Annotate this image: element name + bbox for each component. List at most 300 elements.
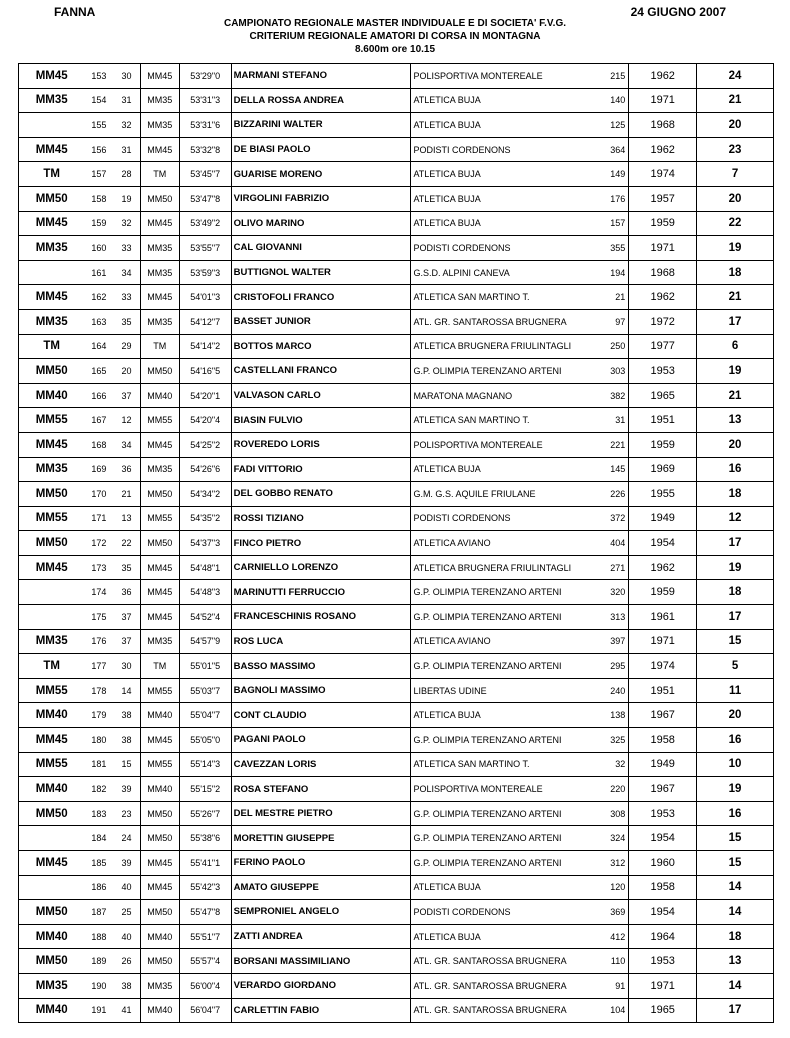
club-cell: POLISPORTIVA MONTEREALE (411, 432, 600, 457)
points-cell: 18 (697, 924, 774, 949)
category-position-cell: 31 (113, 137, 140, 162)
points-cell: 15 (697, 851, 774, 876)
category-cell: MM40 (19, 383, 85, 408)
time-cell: 56'04"7 (179, 998, 231, 1023)
birth-year-cell: 1967 (629, 703, 697, 728)
time-cell: 54'34"2 (179, 482, 231, 507)
athlete-name-cell: BUTTIGNOL WALTER (231, 260, 411, 285)
overall-position-cell: 162 (84, 285, 113, 310)
overall-position-cell: 172 (84, 531, 113, 556)
athlete-name-cell: PAGANI PAOLO (231, 728, 411, 753)
athlete-name-cell: CARLETTIN FABIO (231, 998, 411, 1023)
athlete-name-cell: ROSSI TIZIANO (231, 506, 411, 531)
time-cell: 53'32"8 (179, 137, 231, 162)
bib-number-cell: 149 (600, 162, 629, 187)
table-row (19, 383, 774, 408)
birth-year-cell: 1954 (629, 531, 697, 556)
bib-number-cell: 382 (600, 383, 629, 408)
points-cell: 12 (697, 506, 774, 531)
category-cell (19, 260, 85, 285)
category-cell: MM40 (19, 703, 85, 728)
time-cell: 54'20"4 (179, 408, 231, 433)
bib-number-cell: 312 (600, 851, 629, 876)
points-cell: 16 (697, 728, 774, 753)
club-cell: ATLETICA BUJA (411, 113, 600, 138)
table-row (19, 900, 774, 925)
category-position-cell: 30 (113, 64, 140, 89)
birth-year-cell: 1965 (629, 383, 697, 408)
time-cell: 55'05"0 (179, 728, 231, 753)
location-label: FANNA (54, 5, 96, 19)
category-code-cell: TM (140, 334, 179, 359)
category-code-cell: MM45 (140, 211, 179, 236)
category-position-cell: 34 (113, 432, 140, 457)
category-position-cell: 36 (113, 580, 140, 605)
table-row (19, 580, 774, 605)
birth-year-cell: 1954 (629, 826, 697, 851)
birth-year-cell: 1959 (629, 580, 697, 605)
table-row (19, 506, 774, 531)
birth-year-cell: 1968 (629, 260, 697, 285)
overall-position-cell: 161 (84, 260, 113, 285)
birth-year-cell: 1969 (629, 457, 697, 482)
club-cell: ATL. GR. SANTAROSSA BRUGNERA (411, 973, 600, 998)
category-cell: MM55 (19, 678, 85, 703)
overall-position-cell: 153 (84, 64, 113, 89)
athlete-name-cell: VALVASON CARLO (231, 383, 411, 408)
birth-year-cell: 1977 (629, 334, 697, 359)
table-row (19, 162, 774, 187)
club-cell: ATLETICA BUJA (411, 703, 600, 728)
points-cell: 13 (697, 949, 774, 974)
category-code-cell: MM50 (140, 801, 179, 826)
category-cell: MM45 (19, 851, 85, 876)
points-cell: 16 (697, 801, 774, 826)
points-cell: 20 (697, 703, 774, 728)
points-cell: 19 (697, 236, 774, 261)
category-code-cell: MM35 (140, 113, 179, 138)
bib-number-cell: 194 (600, 260, 629, 285)
table-row (19, 309, 774, 334)
bib-number-cell: 21 (600, 285, 629, 310)
category-position-cell: 35 (113, 309, 140, 334)
category-position-cell: 37 (113, 605, 140, 630)
title-line-2: CRITERIUM REGIONALE AMATORI DI CORSA IN MONTAGNA (249, 31, 541, 42)
table-row (19, 851, 774, 876)
points-cell: 20 (697, 186, 774, 211)
athlete-name-cell: ROSA STEFANO (231, 777, 411, 802)
category-code-cell: MM50 (140, 826, 179, 851)
category-cell: MM40 (19, 924, 85, 949)
overall-position-cell: 184 (84, 826, 113, 851)
time-cell: 54'26"6 (179, 457, 231, 482)
athlete-name-cell: FADI VITTORIO (231, 457, 411, 482)
title-line-3: 8.600m ore 10.15 (354, 44, 436, 55)
bib-number-cell: 32 (600, 752, 629, 777)
category-position-cell: 38 (113, 973, 140, 998)
points-cell: 21 (697, 88, 774, 113)
category-code-cell: MM50 (140, 482, 179, 507)
results-body (19, 64, 774, 1023)
bib-number-cell: 404 (600, 531, 629, 556)
overall-position-cell: 156 (84, 137, 113, 162)
category-position-cell: 33 (113, 236, 140, 261)
birth-year-cell: 1974 (629, 654, 697, 679)
birth-year-cell: 1964 (629, 924, 697, 949)
table-row (19, 408, 774, 433)
category-position-cell: 28 (113, 162, 140, 187)
birth-year-cell: 1968 (629, 113, 697, 138)
table-row (19, 334, 774, 359)
club-cell: ATLETICA BUJA (411, 924, 600, 949)
athlete-name-cell: ROS LUCA (231, 629, 411, 654)
bib-number-cell: 138 (600, 703, 629, 728)
overall-position-cell: 180 (84, 728, 113, 753)
category-position-cell: 21 (113, 482, 140, 507)
category-position-cell: 19 (113, 186, 140, 211)
bib-number-cell: 320 (600, 580, 629, 605)
overall-position-cell: 191 (84, 998, 113, 1023)
time-cell: 54'57"9 (179, 629, 231, 654)
points-cell: 17 (697, 309, 774, 334)
club-cell: ATLETICA BUJA (411, 88, 600, 113)
category-cell: MM35 (19, 973, 85, 998)
athlete-name-cell: BASSO MASSIMO (231, 654, 411, 679)
club-cell: ATL. GR. SANTAROSSA BRUGNERA (411, 309, 600, 334)
time-cell: 53'29"0 (179, 64, 231, 89)
bib-number-cell: 397 (600, 629, 629, 654)
table-row (19, 359, 774, 384)
table-row (19, 826, 774, 851)
birth-year-cell: 1953 (629, 359, 697, 384)
category-position-cell: 14 (113, 678, 140, 703)
category-cell: MM50 (19, 186, 85, 211)
category-code-cell: MM45 (140, 64, 179, 89)
birth-year-cell: 1949 (629, 752, 697, 777)
table-row (19, 998, 774, 1023)
points-cell: 10 (697, 752, 774, 777)
category-position-cell: 20 (113, 359, 140, 384)
time-cell: 54'16"5 (179, 359, 231, 384)
overall-position-cell: 177 (84, 654, 113, 679)
athlete-name-cell: BOTTOS MARCO (231, 334, 411, 359)
club-cell: G.P. OLIMPIA TERENZANO ARTENI (411, 580, 600, 605)
category-code-cell: MM55 (140, 678, 179, 703)
table-row (19, 432, 774, 457)
table-row (19, 949, 774, 974)
time-cell: 54'14"2 (179, 334, 231, 359)
category-code-cell: MM40 (140, 383, 179, 408)
time-cell: 55'15"2 (179, 777, 231, 802)
table-row (19, 285, 774, 310)
athlete-name-cell: GUARISE MORENO (231, 162, 411, 187)
overall-position-cell: 175 (84, 605, 113, 630)
club-cell: MARATONA MAGNANO (411, 383, 600, 408)
category-cell: TM (19, 654, 85, 679)
bib-number-cell: 104 (600, 998, 629, 1023)
club-cell: ATLETICA BUJA (411, 162, 600, 187)
category-cell (19, 113, 85, 138)
table-row (19, 654, 774, 679)
overall-position-cell: 187 (84, 900, 113, 925)
club-cell: G.P. OLIMPIA TERENZANO ARTENI (411, 654, 600, 679)
points-cell: 14 (697, 900, 774, 925)
overall-position-cell: 176 (84, 629, 113, 654)
category-position-cell: 13 (113, 506, 140, 531)
overall-position-cell: 154 (84, 88, 113, 113)
table-row (19, 875, 774, 900)
club-cell: PODISTI CORDENONS (411, 236, 600, 261)
category-cell: MM40 (19, 777, 85, 802)
overall-position-cell: 179 (84, 703, 113, 728)
category-cell: MM45 (19, 728, 85, 753)
bib-number-cell: 157 (600, 211, 629, 236)
category-code-cell: MM55 (140, 506, 179, 531)
bib-number-cell: 110 (600, 949, 629, 974)
points-cell: 15 (697, 629, 774, 654)
category-cell: MM50 (19, 900, 85, 925)
category-position-cell: 15 (113, 752, 140, 777)
athlete-name-cell: VIRGOLINI FABRIZIO (231, 186, 411, 211)
club-cell: ATLETICA SAN MARTINO T. (411, 752, 600, 777)
category-cell (19, 826, 85, 851)
table-row (19, 531, 774, 556)
time-cell: 54'35"2 (179, 506, 231, 531)
birth-year-cell: 1972 (629, 309, 697, 334)
birth-year-cell: 1958 (629, 728, 697, 753)
category-cell: MM35 (19, 629, 85, 654)
athlete-name-cell: FINCO PIETRO (231, 531, 411, 556)
category-code-cell: MM35 (140, 260, 179, 285)
club-cell: POLISPORTIVA MONTEREALE (411, 777, 600, 802)
athlete-name-cell: MORETTIN GIUSEPPE (231, 826, 411, 851)
bib-number-cell: 295 (600, 654, 629, 679)
category-cell: MM40 (19, 998, 85, 1023)
category-position-cell: 31 (113, 88, 140, 113)
category-code-cell: MM55 (140, 408, 179, 433)
club-cell: ATL. GR. SANTAROSSA BRUGNERA (411, 949, 600, 974)
category-position-cell: 40 (113, 875, 140, 900)
points-cell: 21 (697, 383, 774, 408)
time-cell: 55'04"7 (179, 703, 231, 728)
club-cell: ATLETICA BUJA (411, 875, 600, 900)
points-cell: 17 (697, 531, 774, 556)
points-cell: 13 (697, 408, 774, 433)
athlete-name-cell: DEL GOBBO RENATO (231, 482, 411, 507)
athlete-name-cell: ZATTI ANDREA (231, 924, 411, 949)
time-cell: 54'52"4 (179, 605, 231, 630)
birth-year-cell: 1974 (629, 162, 697, 187)
category-position-cell: 23 (113, 801, 140, 826)
bib-number-cell: 324 (600, 826, 629, 851)
overall-position-cell: 157 (84, 162, 113, 187)
athlete-name-cell: BASSET JUNIOR (231, 309, 411, 334)
points-cell: 11 (697, 678, 774, 703)
athlete-name-cell: OLIVO MARINO (231, 211, 411, 236)
athlete-name-cell: ROVEREDO LORIS (231, 432, 411, 457)
table-row (19, 137, 774, 162)
points-cell: 6 (697, 334, 774, 359)
time-cell: 55'01"5 (179, 654, 231, 679)
category-code-cell: MM45 (140, 285, 179, 310)
category-code-cell: MM50 (140, 359, 179, 384)
category-position-cell: 12 (113, 408, 140, 433)
club-cell: ATLETICA BRUGNERA FRIULINTAGLI (411, 555, 600, 580)
table-row (19, 64, 774, 89)
category-cell: MM45 (19, 64, 85, 89)
category-code-cell: MM40 (140, 924, 179, 949)
bib-number-cell: 303 (600, 359, 629, 384)
category-cell: MM45 (19, 555, 85, 580)
category-code-cell: MM40 (140, 703, 179, 728)
points-cell: 7 (697, 162, 774, 187)
category-cell: MM45 (19, 432, 85, 457)
overall-position-cell: 166 (84, 383, 113, 408)
table-row (19, 678, 774, 703)
points-cell: 14 (697, 875, 774, 900)
athlete-name-cell: AMATO GIUSEPPE (231, 875, 411, 900)
overall-position-cell: 183 (84, 801, 113, 826)
category-code-cell: TM (140, 654, 179, 679)
category-position-cell: 33 (113, 285, 140, 310)
overall-position-cell: 163 (84, 309, 113, 334)
bib-number-cell: 145 (600, 457, 629, 482)
club-cell: ATLETICA SAN MARTINO T. (411, 285, 600, 310)
birth-year-cell: 1962 (629, 137, 697, 162)
time-cell: 53'45"7 (179, 162, 231, 187)
table-row (19, 973, 774, 998)
points-cell: 21 (697, 285, 774, 310)
category-code-cell: MM40 (140, 998, 179, 1023)
club-cell: ATLETICA BUJA (411, 186, 600, 211)
birth-year-cell: 1953 (629, 949, 697, 974)
athlete-name-cell: DELLA ROSSA ANDREA (231, 88, 411, 113)
club-cell: POLISPORTIVA MONTEREALE (411, 64, 600, 89)
points-cell: 19 (697, 555, 774, 580)
athlete-name-cell: CARNIELLO LORENZO (231, 555, 411, 580)
category-cell: MM35 (19, 457, 85, 482)
overall-position-cell: 189 (84, 949, 113, 974)
overall-position-cell: 159 (84, 211, 113, 236)
table-row (19, 752, 774, 777)
category-code-cell: MM35 (140, 973, 179, 998)
overall-position-cell: 168 (84, 432, 113, 457)
bib-number-cell: 308 (600, 801, 629, 826)
club-cell: ATLETICA AVIANO (411, 629, 600, 654)
table-row (19, 236, 774, 261)
category-cell: MM50 (19, 531, 85, 556)
bib-number-cell: 313 (600, 605, 629, 630)
category-position-cell: 39 (113, 851, 140, 876)
athlete-name-cell: MARMANI STEFANO (231, 64, 411, 89)
category-position-cell: 30 (113, 654, 140, 679)
overall-position-cell: 164 (84, 334, 113, 359)
club-cell: ATL. GR. SANTAROSSA BRUGNERA (411, 998, 600, 1023)
results-table (18, 63, 774, 1023)
birth-year-cell: 1957 (629, 186, 697, 211)
overall-position-cell: 182 (84, 777, 113, 802)
birth-year-cell: 1955 (629, 482, 697, 507)
table-row (19, 801, 774, 826)
time-cell: 54'01"3 (179, 285, 231, 310)
category-code-cell: MM50 (140, 900, 179, 925)
overall-position-cell: 181 (84, 752, 113, 777)
points-cell: 20 (697, 113, 774, 138)
category-code-cell: MM40 (140, 777, 179, 802)
table-row (19, 555, 774, 580)
birth-year-cell: 1965 (629, 998, 697, 1023)
overall-position-cell: 174 (84, 580, 113, 605)
club-cell: G.M. G.S. AQUILE FRIULANE (411, 482, 600, 507)
table-row (19, 728, 774, 753)
category-cell: TM (19, 162, 85, 187)
category-position-cell: 32 (113, 113, 140, 138)
birth-year-cell: 1962 (629, 285, 697, 310)
birth-year-cell: 1959 (629, 432, 697, 457)
birth-year-cell: 1953 (629, 801, 697, 826)
birth-year-cell: 1961 (629, 605, 697, 630)
bib-number-cell: 372 (600, 506, 629, 531)
points-cell: 16 (697, 457, 774, 482)
club-cell: PODISTI CORDENONS (411, 137, 600, 162)
overall-position-cell: 169 (84, 457, 113, 482)
category-code-cell: MM35 (140, 88, 179, 113)
athlete-name-cell: CAL GIOVANNI (231, 236, 411, 261)
points-cell: 18 (697, 482, 774, 507)
category-code-cell: MM50 (140, 949, 179, 974)
table-row (19, 924, 774, 949)
category-code-cell: TM (140, 162, 179, 187)
time-cell: 53'47"8 (179, 186, 231, 211)
category-cell: MM50 (19, 949, 85, 974)
athlete-name-cell: DE BIASI PAOLO (231, 137, 411, 162)
points-cell: 18 (697, 260, 774, 285)
bib-number-cell: 140 (600, 88, 629, 113)
category-code-cell: MM45 (140, 875, 179, 900)
table-row (19, 629, 774, 654)
athlete-name-cell: BORSANI MASSIMILIANO (231, 949, 411, 974)
table-row (19, 777, 774, 802)
time-cell: 55'51"7 (179, 924, 231, 949)
table-row (19, 186, 774, 211)
category-code-cell: MM35 (140, 457, 179, 482)
category-position-cell: 41 (113, 998, 140, 1023)
table-row (19, 482, 774, 507)
category-position-cell: 26 (113, 949, 140, 974)
category-code-cell: MM50 (140, 186, 179, 211)
birth-year-cell: 1958 (629, 875, 697, 900)
time-cell: 55'14"3 (179, 752, 231, 777)
category-position-cell: 37 (113, 383, 140, 408)
points-cell: 15 (697, 826, 774, 851)
category-position-cell: 40 (113, 924, 140, 949)
bib-number-cell: 240 (600, 678, 629, 703)
time-cell: 54'37"3 (179, 531, 231, 556)
club-cell: G.P. OLIMPIA TERENZANO ARTENI (411, 359, 600, 384)
category-position-cell: 34 (113, 260, 140, 285)
category-code-cell: MM55 (140, 752, 179, 777)
time-cell: 56'00"4 (179, 973, 231, 998)
bib-number-cell: 125 (600, 113, 629, 138)
time-cell: 54'20"1 (179, 383, 231, 408)
club-cell: G.P. OLIMPIA TERENZANO ARTENI (411, 801, 600, 826)
overall-position-cell: 158 (84, 186, 113, 211)
bib-number-cell: 221 (600, 432, 629, 457)
time-cell: 55'38"6 (179, 826, 231, 851)
time-cell: 54'25"2 (179, 432, 231, 457)
birth-year-cell: 1962 (629, 555, 697, 580)
points-cell: 17 (697, 998, 774, 1023)
